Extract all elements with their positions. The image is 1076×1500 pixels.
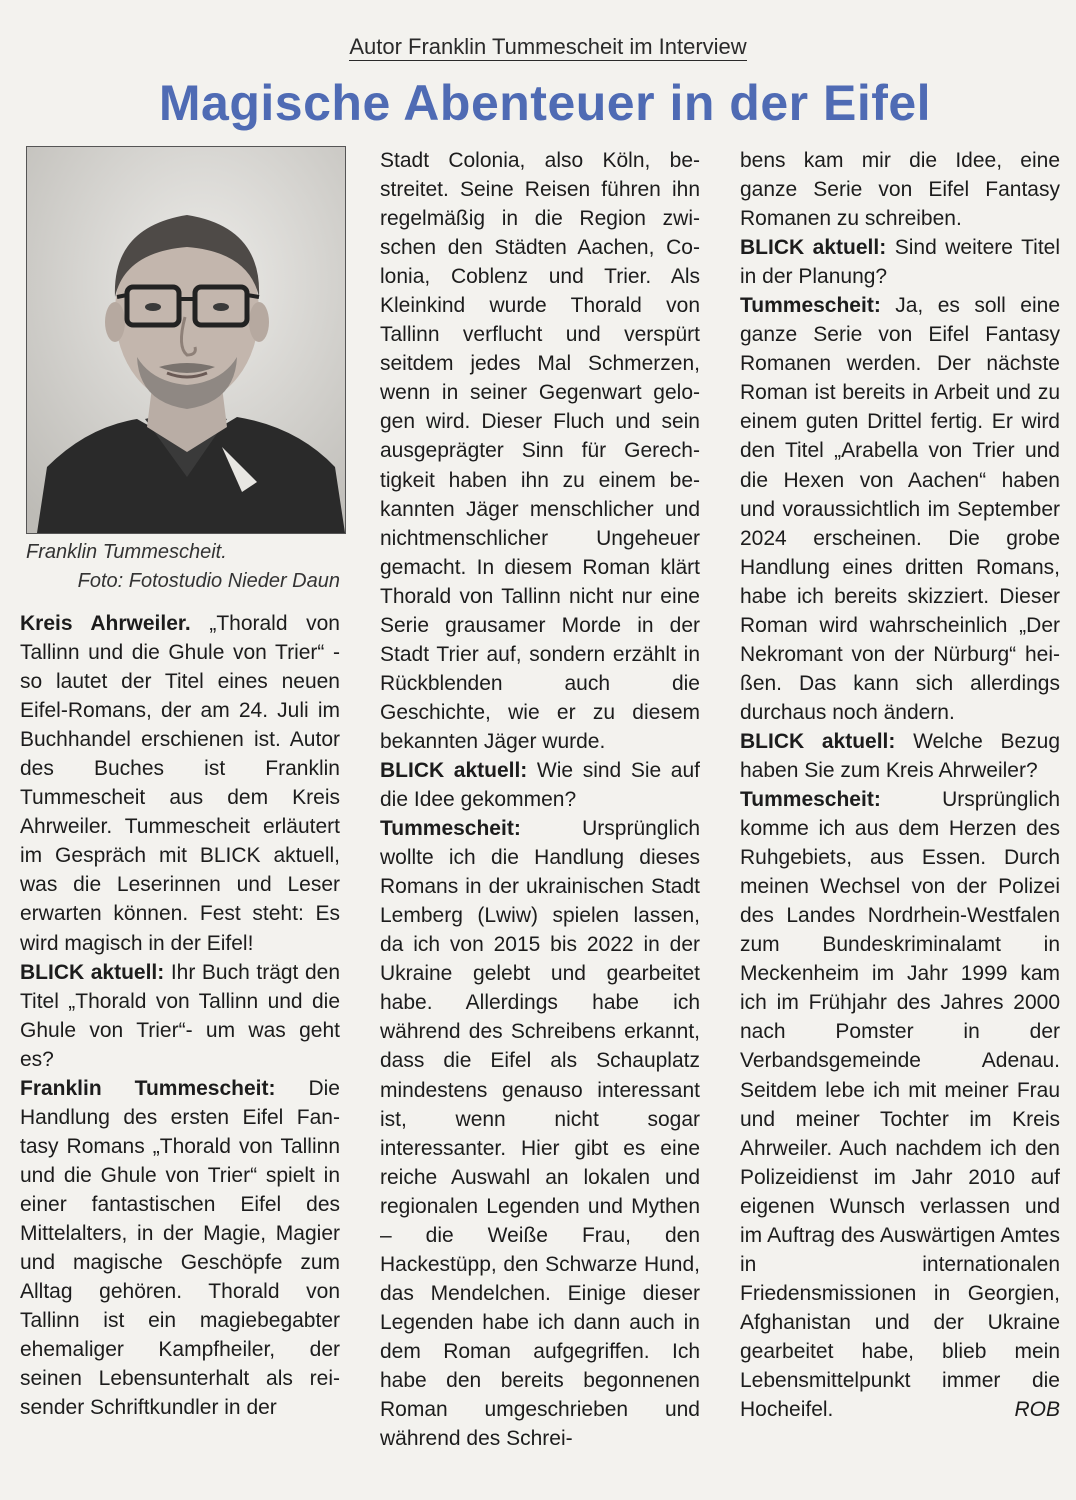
answer-text: Ursprünglich komme ich aus dem Herzen des Ruhgebiets, aus Essen. Durch meinen Wechsel von der Polizei des Landes Nordrhein-Westfalen zum Bundeskriminalamt in Meckenheim im Jahr 1999 kam ich im Frühjahr des Jahres 2000 nach Pomster in der Verbandsgemeinde Adenau. Seitdem lebe ich mit meiner Frau und meiner Tochter im Kreis Ahrweiler. Auch nachdem ich den Polizeidienst im Jahr 2010 auf eigenen Wunsch verlassen und im Auftrag des Auswärtigen Amtes in internationalen Friedensmissionen in Georgien, Afghanistan und der Ukraine gearbeitet habe, blieb mein Lebensmittelpunkt immer die Hocheifel. <box>740 788 1060 1422</box>
question-speaker: BLICK aktuell: <box>380 758 528 782</box>
question-3 <box>740 233 1060 291</box>
question-text: Wie sind Sie auf die Idee gekommen? <box>380 758 700 812</box>
question-4 <box>740 727 1060 785</box>
answer-3 <box>740 291 1060 727</box>
photo-caption <box>26 538 344 596</box>
article-column-2 <box>380 146 700 1453</box>
question-2 <box>380 756 700 814</box>
answer-2 <box>380 814 700 1453</box>
answer-speaker: Tummescheit: <box>740 788 881 812</box>
question-text: Welche Bezug haben Sie zum Kreis Ahrweiler? <box>740 729 1060 782</box>
answer-speaker: Franklin Tummescheit: <box>20 1076 276 1100</box>
question-1 <box>20 958 340 1074</box>
article-kicker <box>0 34 1076 60</box>
answer-2-continued <box>740 146 1060 233</box>
author-signature: ROB <box>1014 1398 1060 1422</box>
question-speaker: BLICK aktuell: <box>740 729 896 753</box>
answer-text: Stadt Colonia, also Köln, bestreitet. Seine Reisen führen ihn regelmäßig in die Region zwischen den Städten Aachen, Colonia, Coblenz und Trier. Als Kleinkind wurde Thorald von Tallinn verflucht und verspürt seitdem jedes Mal Schmerzen, wenn in seiner Gegenwart gelogen wird. Dieser Fluch und sein ausgeprägter Sinn für Gerechtigkeit haben ihn zu einem bekannten Jäger menschlicher und nichtmenschlicher Ungeheuer gemacht. In diesem Roman klärt Thorald von Tallinn nicht nur eine Serie grausamer Morde in der Stadt Trier auf, sondern erzählt in Rückblenden auch die Geschichte, wie er zu diesem bekannten Jäger wurde. <box>380 149 700 753</box>
answer-text: Die Handlung des ersten Eifel Fantasy Romans „Thorald von Tallinn und die Ghule von Trier“ spielt in einer fantastischen Eifel des Mittelalters, in der Magie, Magier und magische Geschöpfe zum Alltag gehören. Thorald von Tallinn ist ein magiebegabter ehemaliger Kampfheiler, der seinen Lebensunterhalt als reisender Schriftkundler in der <box>20 1076 340 1420</box>
article-column-3 <box>740 146 1060 1424</box>
question-text: Ihr Buch trägt den Titel „Thorald von Tallinn und die Ghule von Trier“- um was geht es? <box>20 960 340 1071</box>
answer-1-continued <box>380 146 700 756</box>
answer-speaker: Tummescheit: <box>740 294 881 318</box>
article-column-1 <box>20 609 340 1422</box>
answer-1 <box>20 1074 340 1423</box>
answer-text: bens kam mir die Idee, eine ganze Serie von Eifel Fantasy Romanen zu schreiben. <box>740 149 1060 231</box>
kicker-text: Autor Franklin Tummescheit im Interview <box>349 34 747 59</box>
intro-paragraph <box>20 609 340 958</box>
answer-4 <box>740 785 1060 1424</box>
answer-text: Ursprünglich wollte ich die Handlung dieses Romans in der ukrainischen Stadt Lemberg (Lwiw) spielen lassen, da ich von 2015 bis 2022 in der Ukraine gelebt und gearbeitet habe. Allerdings habe ich während des Schreibens erkannt, dass die Eifel als Schauplatz mindestens genauso interessant ist, wenn nicht sogar interessanter. Hier gibt es eine reiche Auswahl an lokalen und regionalen Legenden und Mythen – die Weiße Frau, den Hackestüpp, den Schwarze Hund, das Mendelchen. Einige dieser Legenden habe ich dann auch in dem Roman aufgegriffen. Ich habe den bereits begonnenen Roman umgeschrieben und während des Schrei- <box>380 817 700 1451</box>
answer-speaker: Tummescheit: <box>380 817 521 841</box>
question-text: Sind weitere Titel in der Planung? <box>740 236 1060 289</box>
intro-text: „Thorald von Tallinn und die Ghule von Trier“ - so lautet der Titel eines neuen Eifel-Romans, der am 24. Juli im Buchhandel erschienen ist. Autor des Buches ist Franklin Tummescheit aus dem Kreis Ahrweiler. Tummescheit erläutert im Gespräch mit BLICK aktuell, was die Leserinnen und Leser erwarten können. Fest steht: Es wird magisch in der Eifel! <box>20 612 340 955</box>
question-speaker: BLICK aktuell: <box>20 960 165 984</box>
question-speaker: BLICK aktuell: <box>740 236 887 260</box>
answer-text: Ja, es soll eine ganze Serie von Eifel Fantasy Romanen werden. Der nächste Roman ist bereits in Arbeit und zu einem guten Drittel fertig. Er wird den Titel „Arabella von Trier und die Hexen von Aachen“ haben und voraussichtlich im September 2024 erscheinen. Die grobe Handlung eines dritten Romans, habe ich bereits skizziert. Dieser Roman wird wahrscheinlich „Der Nekromant von der Nürburg“ heißen. Das kann sich allerdings durchaus noch ändern. <box>740 294 1060 724</box>
photo-caption-credit: Foto: Fotostudio Nieder Daun <box>77 570 340 592</box>
author-photo <box>26 146 346 534</box>
dateline: Kreis Ahrweiler. <box>20 612 191 635</box>
article-headline: Magische Abenteuer in der Eifel <box>158 75 932 131</box>
author-portrait-illustration <box>27 147 345 533</box>
photo-caption-name: Franklin Tummescheit. <box>26 541 227 563</box>
